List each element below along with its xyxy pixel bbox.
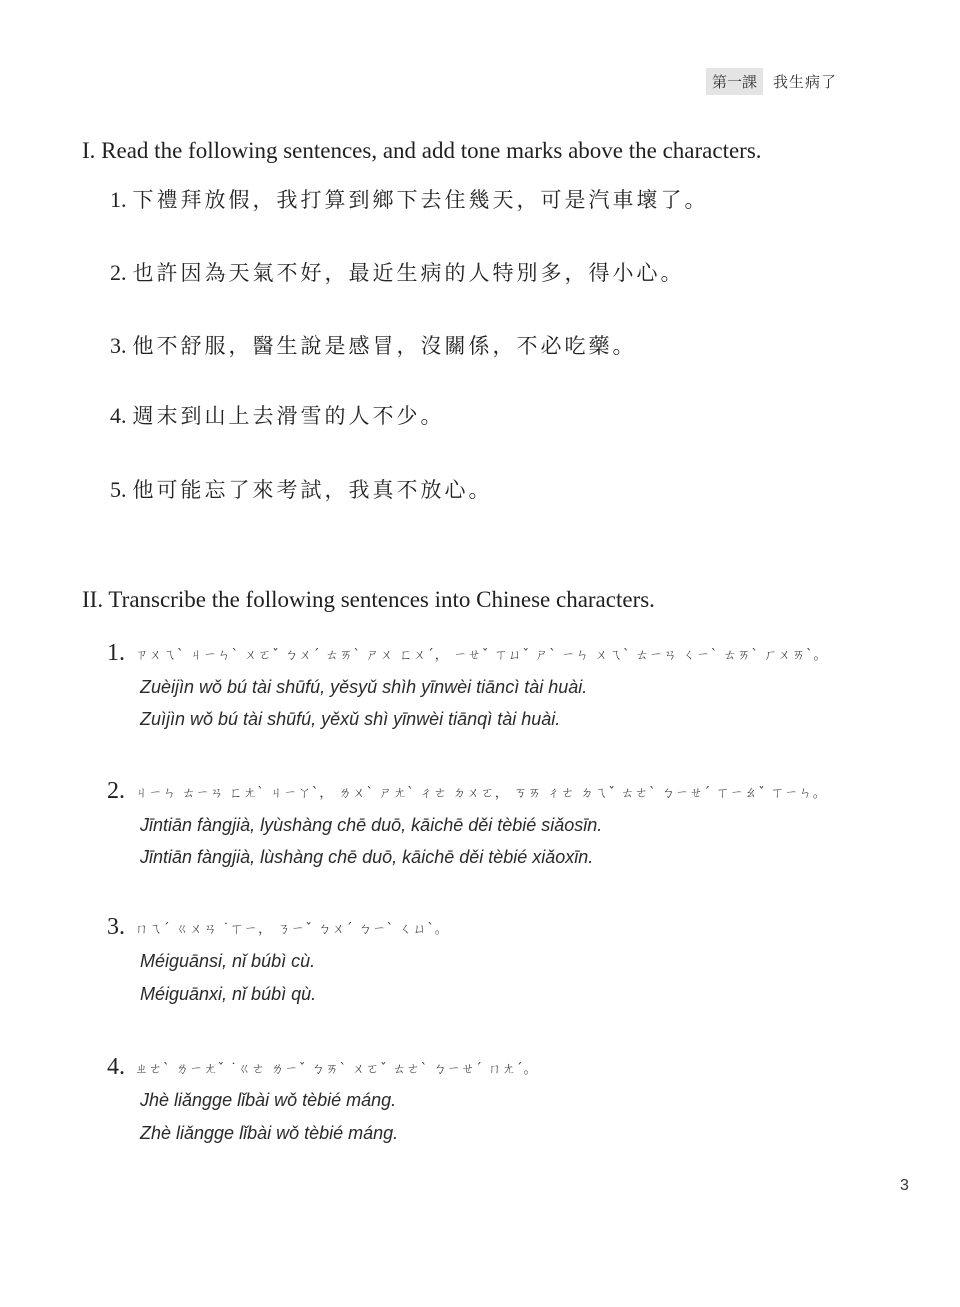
section-1-heading <box>82 138 762 164</box>
zhuyin-text: ㄓㄜˋ ㄌㄧㄤˇ ˙ㄍㄜ ㄌㄧˇ ㄅㄞˋ ㄨㄛˇ ㄊㄜˋ ㄅㄧㄝˊ ㄇㄤˊ。 <box>135 1062 538 1077</box>
section-1-numeral: I <box>82 138 90 163</box>
item-number: 5. <box>110 477 127 502</box>
item-number: 4. <box>107 1054 125 1080</box>
item-sentence: 週末到山上去滑雪的人不少。 <box>132 404 445 428</box>
item-sentence: 也許因為天氣不好，最近生病的人特別多，得小心。 <box>132 261 685 285</box>
section-2-heading <box>82 587 655 613</box>
item-number: 2. <box>110 260 127 285</box>
exercise-1-item <box>110 257 685 287</box>
lesson-title: 我生病了 <box>773 73 838 91</box>
zhuyin-text: ㄐㄧㄣ ㄊㄧㄢ ㄈㄤˋ ㄐㄧㄚˋ， ㄌㄨˋ ㄕㄤˋ ㄔㄜ ㄉㄨㄛ， ㄎㄞ ㄔㄜ ㄉㄟˇ ㄊㄜˋ ㄅㄧㄝˊ ㄒㄧㄠˇ ㄒㄧㄣ。 <box>135 786 827 801</box>
zhuyin-text: ㄗㄨㄟˋ ㄐㄧㄣˋ ㄨㄛˇ ㄅㄨˊ ㄊㄞˋ ㄕㄨ ㄈㄨˊ， ㄧㄝˇ ㄒㄩˇ ㄕˋ ㄧㄣ ㄨㄟˋ ㄊㄧㄢ ㄑㄧˋ ㄊㄞˋ ㄏㄨㄞˋ。 <box>135 648 828 663</box>
tongyong-pinyin: Jhè liǎngge lǐbài wǒ tèbié máng. <box>140 1090 397 1110</box>
exercise-1-item <box>110 400 445 430</box>
hanyu-pinyin: Zhè liǎngge lǐbài wǒ tèbié máng. <box>140 1123 399 1143</box>
exercise-1-item <box>110 330 637 360</box>
exercise-2-zhuyin-line <box>107 778 827 805</box>
section-2-heading-text: . Transcribe the following sentences into Chinese characters. <box>97 587 655 612</box>
item-sentence: 他可能忘了來考試，我真不放心。 <box>132 478 493 502</box>
hanyu-pinyin: Jīntiān fàngjià, lùshàng chē duō, kāichē děi tèbié xiǎoxīn. <box>140 847 594 867</box>
item-number: 4. <box>110 403 127 428</box>
page-number: 3 <box>900 1177 909 1194</box>
item-number: 1. <box>107 640 125 666</box>
exercise-1-item <box>110 184 709 214</box>
hanyu-pinyin: Méiguānxi, nǐ búbì qù. <box>140 984 317 1004</box>
item-number: 2. <box>107 778 125 804</box>
item-sentence: 下禮拜放假，我打算到鄉下去住幾天，可是汽車壞了。 <box>132 188 709 212</box>
exercise-2-zhuyin-line <box>107 1054 538 1081</box>
tongyong-pinyin: Méiguānsi, nǐ búbì cù. <box>140 951 316 971</box>
item-number: 1. <box>110 187 127 212</box>
tongyong-pinyin: Jīntiān fàngjià, lyùshàng chē duō, kāichē děi tèbié siǎosīn. <box>140 815 603 835</box>
section-2-numeral: II <box>82 587 98 612</box>
lesson-label: 第一課 <box>706 68 763 95</box>
exercise-2-zhuyin-line <box>107 640 828 667</box>
exercise-1-item <box>110 474 493 504</box>
item-number: 3. <box>107 914 125 940</box>
hanyu-pinyin: Zuìjìn wǒ bú tài shūfú, yěxǔ shì yīnwèi tiānqì tài huài. <box>140 709 561 729</box>
tongyong-pinyin: Zuèijìn wǒ bú tài shūfú, yěsyǔ shìh yīnwèi tiāncì tài huài. <box>140 677 588 697</box>
exercise-2-zhuyin-line <box>107 914 449 941</box>
section-1-heading-text: . Read the following sentences, and add tone marks above the characters. <box>89 138 762 163</box>
chapter-header <box>706 68 837 95</box>
item-number: 3. <box>110 333 127 358</box>
item-sentence: 他不舒服，醫生說是感冒，沒關係，不必吃藥。 <box>132 334 637 358</box>
zhuyin-text: ㄇㄟˊ ㄍㄨㄢ ˙ㄒㄧ， ㄋㄧˇ ㄅㄨˊ ㄅㄧˋ ㄑㄩˋ。 <box>135 922 449 937</box>
